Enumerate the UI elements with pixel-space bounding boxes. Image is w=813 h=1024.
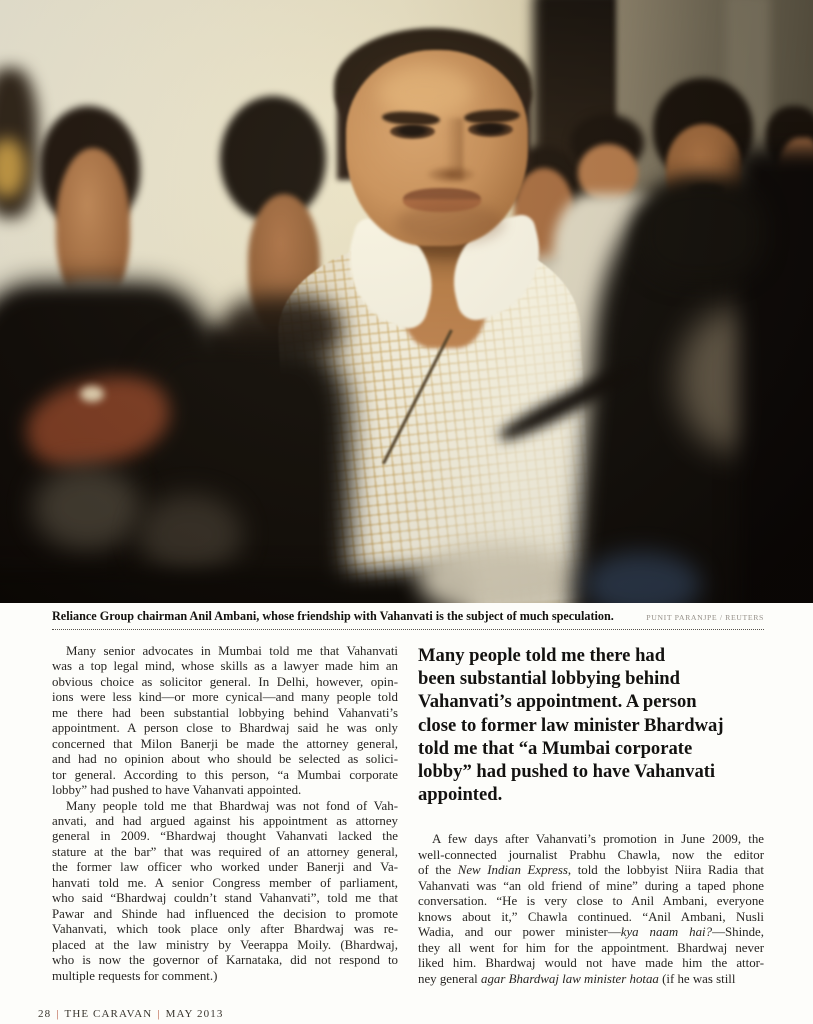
- footer-separator: |: [157, 1007, 161, 1020]
- text-line: Many people told me that Bhardwaj was not fond of Vah-: [66, 798, 398, 813]
- text-line: close to former law minister Bhardwaj: [418, 714, 724, 736]
- text-line: knows about it,” Chawla continued. “Anil Ambani, Nusli: [418, 909, 764, 924]
- text-line: Vahanvati was “an old friend of mine” during a taped phone: [418, 878, 764, 893]
- issue-date: MAY 2013: [165, 1007, 224, 1020]
- text-line: multiple requests for comment.): [52, 968, 218, 983]
- text-line: hanvati told me. A senior Congress member of parliament,: [52, 875, 398, 890]
- text-line: Vahanvati’s appointment. A person: [418, 691, 697, 713]
- text-line: ney general agar Bhardwaj law minister hotaa (if he was still: [418, 971, 736, 986]
- caption-row: [52, 609, 764, 624]
- pull-quote: [418, 644, 764, 806]
- magazine-title: THE CARAVAN: [64, 1007, 153, 1020]
- text-line: A few days after Vahanvati’s promotion in June 2009, the: [432, 832, 764, 847]
- text-line: ions were less kind—or more cynical—and many people told: [52, 690, 398, 705]
- photo-caption: Reliance Group chairman Anil Ambani, whose friendship with Vahanvati is the subject of much speculation.: [52, 609, 614, 623]
- text-line: liked him. Bhardwaj would not have made him the attor-: [418, 956, 764, 971]
- text-line: Many senior advocates in Mumbai told me that Vahanvati: [66, 644, 398, 658]
- page-number: 28: [38, 1007, 52, 1020]
- text-line: who said “Bhardwaj couldn’t stand Vahanvati”, told me that: [52, 891, 398, 906]
- text-line: tor general. According to this person, “a Mumbai corporate: [52, 767, 398, 782]
- text-line: conversation. “He is very close to Anil Ambani, everyone: [418, 894, 764, 909]
- text-line: Many people told me there had: [418, 645, 666, 666]
- text-line: me there had been substantial lobbying behind Vahanvati’s: [52, 705, 398, 720]
- article-body: [0, 603, 813, 1020]
- text-columns: [52, 644, 764, 987]
- text-line: anvati, and had argued against his appointment as attorney: [52, 813, 398, 828]
- text-line: and had no opinion about who should be selected as solici-: [52, 752, 398, 767]
- dotted-rule: [52, 629, 764, 630]
- photo-credit: PUNIT PARANJPE / REUTERS: [646, 613, 764, 622]
- text-line: who is now the governor of Karnataka, did not respond to: [52, 953, 398, 968]
- text-line: Wadia, and our power minister—kya naam hai?—Shinde,: [418, 925, 764, 940]
- text-line: placed at the law ministry by Veerappa Moily. (Bhardwaj,: [52, 937, 398, 952]
- paragraph: [418, 832, 764, 987]
- text-line: concerned that Milon Banerji be made the attorney general,: [52, 736, 398, 751]
- left-column: [52, 644, 398, 987]
- text-line: Vahanvati, which took place only after Bhardwaj was re-: [52, 922, 398, 937]
- text-line: Pawar and Shinde had influenced the decision to promote: [52, 906, 398, 921]
- paragraph: [52, 799, 398, 984]
- page-footer: [38, 1008, 764, 1020]
- right-column: [418, 644, 764, 987]
- text-line: general in 2009. “Bhardwaj thought Vahanvati lacked the: [52, 829, 398, 844]
- text-line: stature at the bar” that was required of an attorney general,: [52, 844, 398, 859]
- text-line: well-connected journalist Prabhu Chawla, now the editor: [418, 847, 764, 862]
- text-line: the former law officer who worked under Banerji and Va-: [52, 860, 398, 875]
- text-line: was a top legal mind, whose skills as a lawyer made him an: [52, 659, 398, 674]
- paragraph: [52, 644, 398, 799]
- text-line: obvious choice as solicitor general. In Delhi, however, opin-: [52, 674, 398, 689]
- text-line: appointed.: [418, 784, 503, 806]
- footer-separator: |: [56, 1007, 60, 1020]
- text-line: of the New Indian Express, told the lobbyist Niira Radia that: [418, 863, 764, 878]
- text-line: told me that “a Mumbai corporate: [418, 737, 693, 759]
- text-line: appointment. A person close to Bhardwaj said he was only: [52, 721, 398, 736]
- text-line: lobby” had pushed to have Vahanvati appointed.: [52, 783, 302, 798]
- text-line: they all went for him for the appointment. Bhardwaj never: [418, 940, 764, 955]
- text-line: lobby” had pushed to have Vahanvati: [418, 761, 716, 783]
- text-line: been substantial lobbying behind: [418, 668, 680, 690]
